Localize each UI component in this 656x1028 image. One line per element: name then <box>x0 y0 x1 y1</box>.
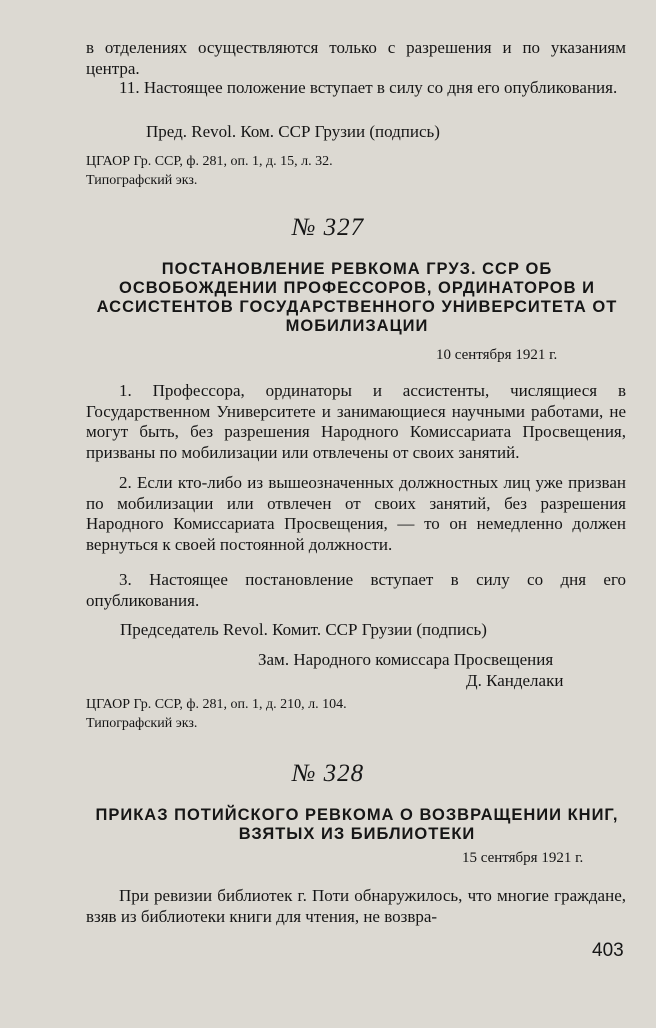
paragraph-327-1: 1. Профессора, ординаторы и ассистенты, числящиеся в Государственном Университете и занимающиеся научными работами, не могут быть, без разрешения Народного Комиссариата Просвещения, призваны по мобилизации или отвлечены от своих занятий. <box>86 381 626 462</box>
paragraph-continuation: в отделениях осуществляются только с разрешения и по указаниям центра. <box>86 38 626 78</box>
paragraph-327-2: 2. Если кто-либо из вышеозначенных должностных лиц уже призван по мобилизации или отвлечен от своих занятий, без разрешения Народного Комиссариата Просвещения, — то он немедленно должен вернуться к своей постоянной должности. <box>86 473 626 554</box>
signature-327-chairman: Председатель Revol. Комит. ССР Грузии (подпись) <box>120 620 487 639</box>
document-date-327: 10 сентября 1921 г. <box>436 347 558 363</box>
document-title-327: ПОСТАНОВЛЕНИЕ РЕВКОМА ГРУЗ. ССР ОБ ОСВОБОЖДЕНИИ ПРОФЕССОРОВ, ОРДИНАТОРОВ И АССИСТЕНТОВ ГОСУДАРСТВЕННОГО УНИВЕРСИТЕТА ОТ МОБИЛИЗАЦИИ <box>96 260 618 335</box>
document-title-328: ПРИКАЗ ПОТИЙСКОГО РЕВКОМА О ВОЗВРАЩЕНИИ КНИГ, ВЗЯТЫХ ИЗ БИБЛИОТЕКИ <box>95 806 619 843</box>
paragraph-327-3: 3. Настоящее постановление вступает в силу со дня его опубликования. <box>86 570 626 610</box>
document-number-328: № 328 <box>291 760 365 787</box>
document-date-328: 15 сентября 1921 г. <box>462 850 584 866</box>
document-number-327: № 327 <box>291 214 365 241</box>
archive-source-327: ЦГАОР Гр. ССР, ф. 281, оп. 1, д. 210, л. 104. <box>86 697 347 712</box>
signature-327-deputy-title: Зам. Народного комиссара Просвещения <box>258 650 554 669</box>
archive-source: ЦГАОР Гр. ССР, ф. 281, оп. 1, д. 15, л. 32. <box>86 154 333 169</box>
signature-line: Пред. Revol. Ком. ССР Грузии (подпись) <box>146 122 440 141</box>
page-number: 403 <box>592 940 624 961</box>
copy-type: Типографский экз. <box>86 173 198 188</box>
paragraph-11: 11. Настоящее положение вступает в силу со дня его опубликования. <box>119 78 618 97</box>
copy-type-327: Типографский экз. <box>86 716 198 731</box>
signature-327-deputy-name: Д. Канделаки <box>466 671 564 690</box>
paragraph-328-1: При ревизии библиотек г. Поти обнаружилось, что многие граждане, взяв из библиотеки книги для чтения, не возвра- <box>86 886 626 926</box>
